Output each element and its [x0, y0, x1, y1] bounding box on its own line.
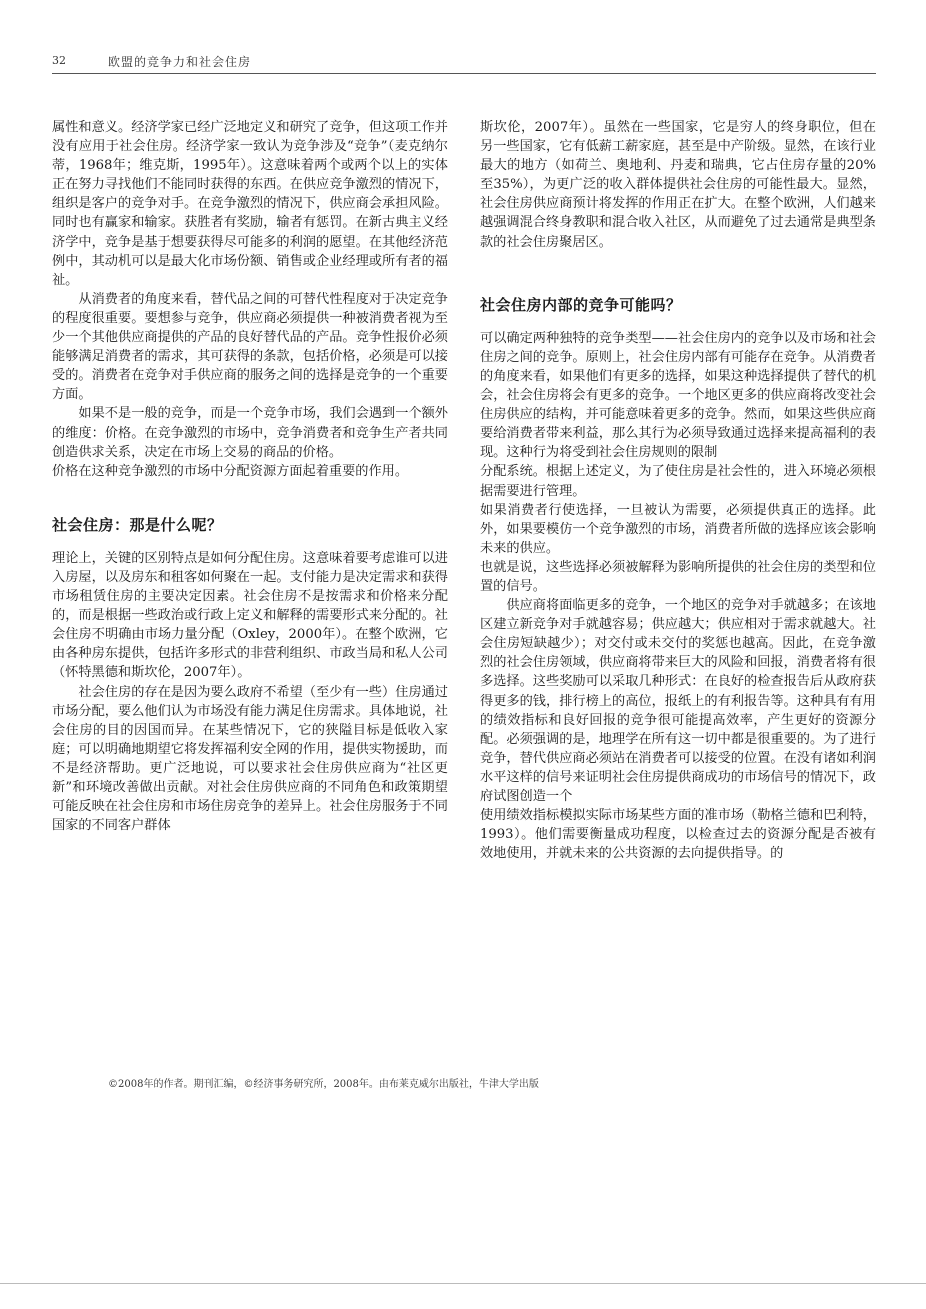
- paragraph: 分配系统。根据上述定义，为了使住房是社会性的，进入环境必须根据需要进行管理。: [480, 464, 876, 499]
- paragraph: 斯坎伦，2007年）。虽然在一些国家，它是穷人的终身职位，但在另一些国家，它有低薪工薪家庭，甚至是中产阶级。显然，在该行业最大的地方（如荷兰、奥地利、丹麦和瑞典，它占住房存量的20%至35%），为更广泛的收入群体提供社会住房的可能性最大。显然，社会住房供应商预计将发挥的作用正在扩大。在整个欧洲，人们越来越强调混合终身教职和混合收入社区，从而避免了过去通常是典型条款的社会住房聚居区。: [480, 120, 876, 250]
- paragraph: 理论上，关键的区别特点是如何分配住房。这意味着要考虑谁可以进入房屋，以及房东和租客如何聚在一起。支付能力是决定需求和获得市场租赁住房的主要决定因素。社会住房不是按需求和价格来分配的，而是根据一些政治或行政上定义和解释的需要形式来分配的。社会住房不明确由市场力量分配（Oxley，2000年）。在整个欧洲，它由各种房东提供，包括许多形式的非营利组织、市政当局和私人公司（怀特黑德和斯坎伦，2007年）。: [52, 550, 448, 681]
- page-header: [0, 0, 926, 76]
- page-number: 32: [52, 54, 66, 67]
- section-heading: 社会住房：那是什么呢？: [52, 515, 223, 534]
- paragraph: 使用绩效指标模拟实际市场某些方面的准市场（勒格兰德和巴利特，1993）。他们需要衡量成功程度，以检查过去的资源分配是否被有效地使用，并就未来的公共资源的去向提供指导。的: [480, 808, 876, 862]
- left-column: [52, 118, 448, 835]
- paragraph: 属性和意义。经济学家已经广泛地定义和研究了竞争，但这项工作并没有应用于社会住房。经济学家一致认为竞争涉及“竞争”（麦克纳尔蒂，1968年；维克斯，1995年）。这意味着两个或两个以上的实体正在努力寻找他们不能同时获得的东西。在供应竞争激烈的情况下，组织是客户的竞争对手。在竞争激烈的情况下，供应商会承担风险。同时也有赢家和输家。获胜者有奖励，输者有惩罚。在新古典主义经济学中，竞争是基于想要获得尽可能多的利润的愿望。在其他经济范例中，其动机可以是最大化市场份额、销售或企业经理或所有者的福祉。: [52, 120, 448, 288]
- paragraph: 价格在这种竞争激烈的市场中分配资源方面起着重要的作用。: [52, 463, 409, 479]
- paragraph: 如果消费者行使选择，一旦被认为需要，必须提供真正的选择。此外，如果要模仿一个竞争激烈的市场，消费者所做的选择应该会影响未来的供应。: [480, 502, 876, 556]
- paragraph: 也就是说，这些选择必须被解释为影响所提供的社会住房的类型和位置的信号。: [480, 559, 876, 594]
- paragraph: 社会住房的存在是因为要么政府不希望（至少有一些）住房通过市场分配，要么他们认为市场没有能力满足住房需求。具体地说，社会住房的目的因国而异。在某些情况下，它的狭隘目标是低收入家庭；可以明确地期望它将发挥福利安全网的作用，提供实物援助，而不是经济帮助。更广泛地说，可以要求社会住房供应商为“社区更新”和环境改善做出贡献。对社会住房供应商的不同角色和政策期望可能反映在社会住房和市场住房竞争的差异上。社会住房服务于不同国家的不同客户群体: [52, 684, 448, 834]
- section-heading: 社会住房内部的竞争可能吗？: [480, 295, 682, 314]
- paragraph: 如果不是一般的竞争，而是一个竞争市场，我们会遇到一个额外的维度：价格。在竞争激烈的市场中，竞争消费者和竞争生产者共同创造供求关系，决定在市场上交易的商品的价格。: [52, 406, 448, 460]
- header-rule: [52, 73, 876, 74]
- paragraph: 可以确定两种独特的竞争类型——社会住房内的竞争以及市场和社会住房之间的竞争。原则上，社会住房内部有可能存在竞争。从消费者的角度来看，如果他们有更多的选择，如果这种选择提供了替代的机会，社会住房将会有更多的竞争。一个地区更多的供应商将改变社会住房供应的结构，并可能意味着更多的竞争。然而，如果这些供应商要给消费者带来利益，那么其行为必须导致通过选择来提高福利的表现。这种行为将受到社会住房规则的限制: [480, 330, 876, 461]
- bottom-rule: [0, 1283, 926, 1284]
- running-title: 欧盟的竞争力和社会住房: [108, 55, 252, 69]
- right-column: [480, 118, 876, 863]
- copyright-note: ©2008年的作者。期刊汇编，©经济事务研究所，2008年。由布莱克威尔出版社，牛津大学出版: [108, 1079, 539, 1090]
- paragraph: 供应商将面临更多的竞争，一个地区的竞争对手就越多；在该地区建立新竞争对手就越容易；供应越大；供应相对于需求就越大。社会住房短缺越少）；对交付或未交付的奖惩也越高。因此，在竞争激烈的社会住房领域，供应商将带来巨大的风险和回报，消费者将有很多选择。这些奖励可以采取几种形式：在良好的检查报告后从政府获得更多的钱，排行榜上的高位，报纸上的有利报告等。这种具有有用的绩效指标和良好回报的竞争很可能提高效率，产生更好的资源分配。必须强调的是，地理学在所有这一切中都是很重要的。为了进行竞争，替代供应商必须站在消费者可以接受的位置。在没有诸如利润水平这样的信号来证明社会住房提供商成功的市场信号的情况下，政府试图创造一个: [480, 598, 876, 804]
- paragraph: 从消费者的角度来看，替代品之间的可替代性程度对于决定竞争的程度很重要。要想参与竞争，供应商必须提供一种被消费者视为至少一个其他供应商提供的产品的良好替代品的产品。竞争性报价必须能够满足消费者的需求，其可获得的条款，包括价格，必须是可以接受的。消费者在竞争对手供应商的服务之间的选择是竞争的一个重要方面。: [52, 291, 448, 403]
